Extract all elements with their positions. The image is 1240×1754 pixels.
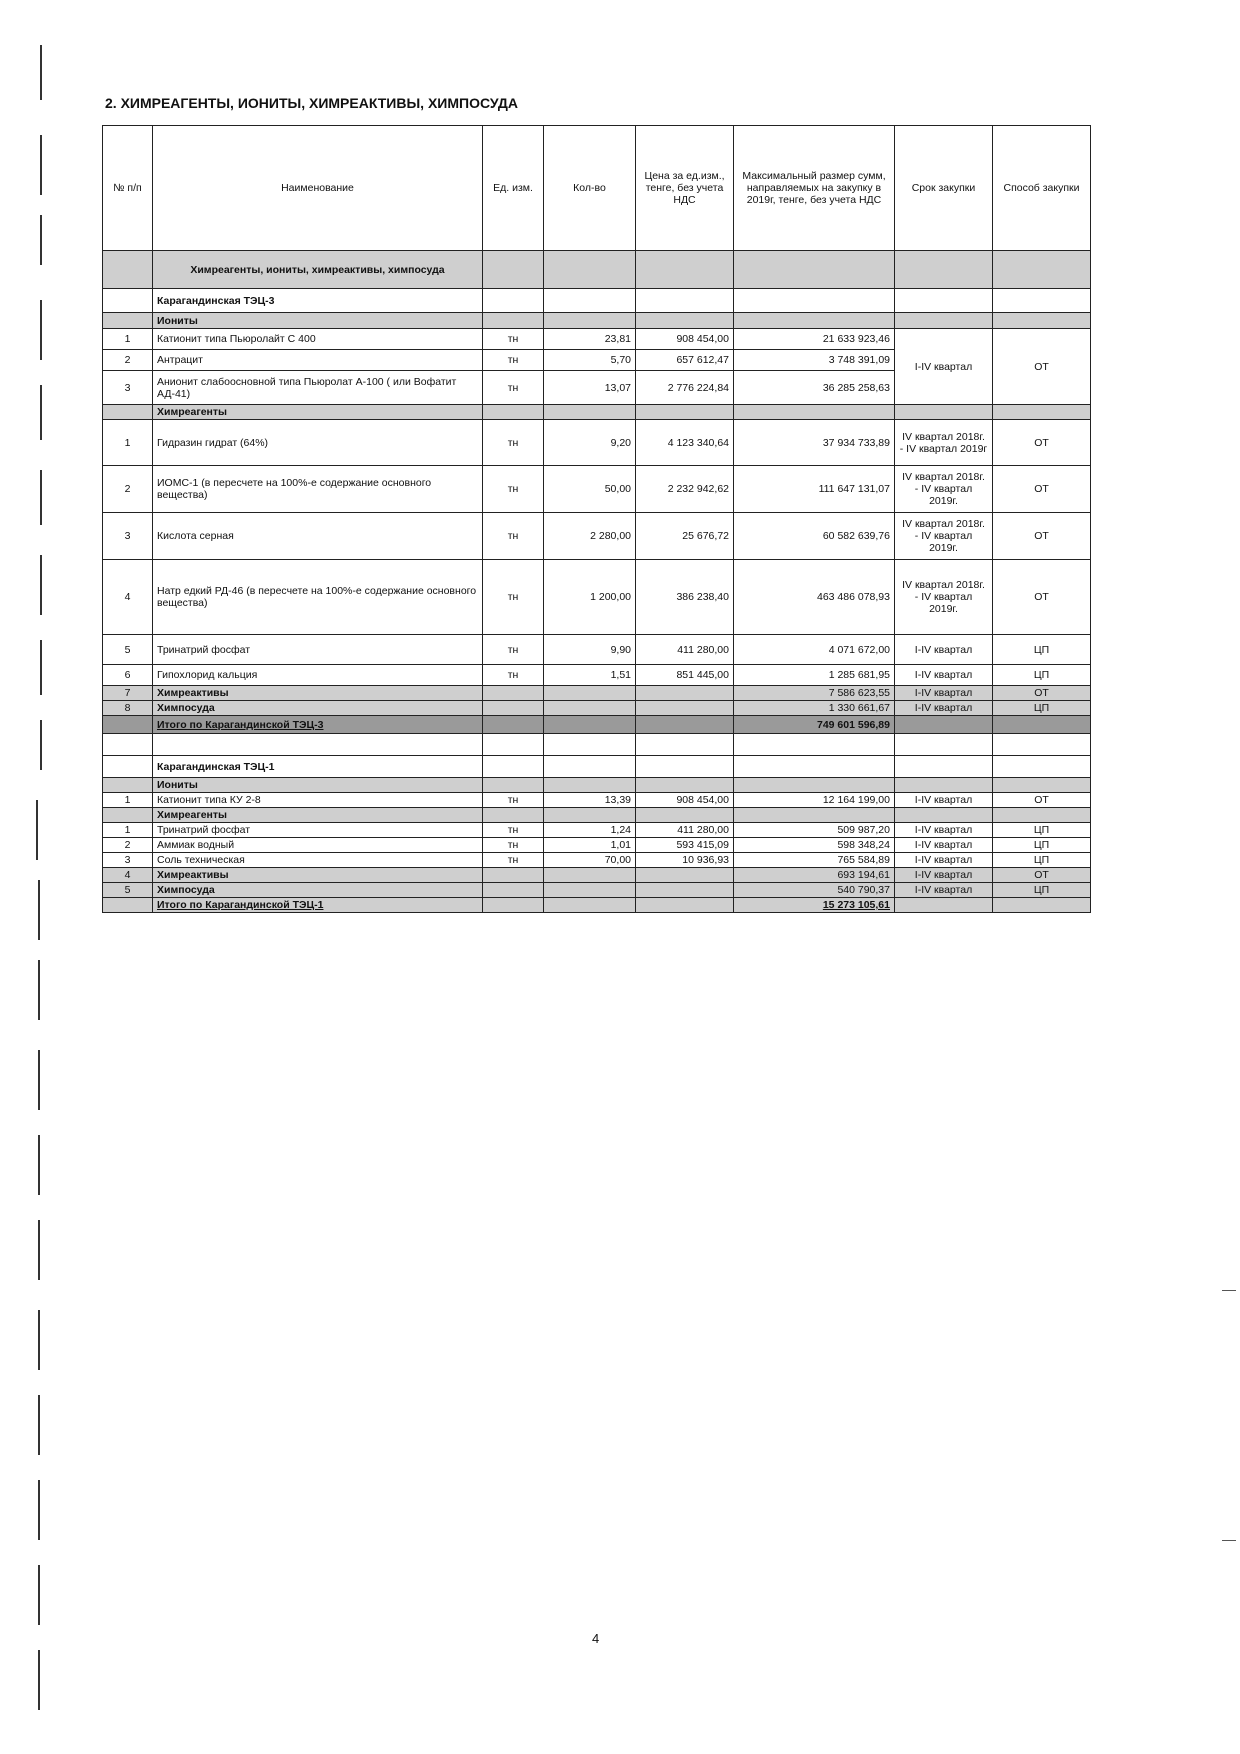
group-title-row — [103, 251, 1091, 289]
total-label-tec3: Итого по Карагандинской ТЭЦ-3 — [153, 716, 483, 734]
scan-margin-mark — [38, 1050, 40, 1110]
table-row: 1 Катионит типа Пьюролайт С 400 тн 23,81 908 454,00 21 633 923,46 I-IV квартал ОТ — [103, 329, 1091, 350]
table-row: 1 Катионит типа КУ 2-8 тн 13,39 908 454,00 12 164 199,00 I-IV квартал ОТ — [103, 793, 1091, 808]
table-row: 6 Гипохлорид кальция тн 1,51 851 445,00 1 285 681,95 I-IV квартал ЦП — [103, 665, 1091, 686]
table-row: 1 Тринатрий фосфат тн 1,24 411 280,00 509 987,20 I-IV квартал ЦП — [103, 823, 1091, 838]
ionity-method: ОТ — [993, 329, 1091, 405]
category-row: Химреагенты — [103, 405, 1091, 420]
header-name: Наименование — [153, 126, 483, 251]
scan-margin-mark — [40, 300, 42, 360]
scan-margin-mark — [38, 1395, 40, 1455]
scan-margin-mark — [38, 1135, 40, 1195]
table-row: 2 Антрацит тн 5,70 657 612,47 3 748 391,09 — [103, 350, 1091, 371]
scan-margin-mark — [40, 555, 42, 615]
header-qty: Кол-во — [544, 126, 636, 251]
section-tec3: Карагандинская ТЭЦ-3 — [153, 289, 483, 313]
table-row: 2 ИОМС-1 (в пересчете на 100%-е содержание основного вещества) тн 50,00 2 232 942,62 111 647 131,07 IV квартал 2018г. - IV квартал 2019г. ОТ — [103, 466, 1091, 513]
scan-margin-mark — [38, 1310, 40, 1370]
scan-margin-mark — [38, 1650, 40, 1710]
total-value-tec1: 15 273 105,61 — [734, 898, 895, 913]
scan-margin-mark — [40, 640, 42, 695]
scan-margin-mark — [36, 800, 38, 860]
scan-margin-mark — [40, 385, 42, 440]
header-term: Срок закупки — [895, 126, 993, 251]
scan-margin-mark — [38, 1565, 40, 1625]
section-tec1: Карагандинская ТЭЦ-1 — [153, 756, 483, 778]
header-num: № п/п — [103, 126, 153, 251]
procurement-table — [102, 125, 1091, 913]
table-row: 7 Химреактивы 7 586 623,55 I-IV квартал ОТ — [103, 686, 1091, 701]
scan-margin-mark — [40, 45, 42, 100]
total-value-tec3: 749 601 596,89 — [734, 716, 895, 734]
section-row — [103, 289, 1091, 313]
scan-margin-mark — [38, 880, 40, 940]
header-row — [103, 126, 1091, 251]
category-row: Химреагенты — [103, 808, 1091, 823]
total-row — [103, 716, 1091, 734]
header-price: Цена за ед.изм., тенге, без учета НДС — [636, 126, 734, 251]
spacer-row — [103, 734, 1091, 756]
category-row — [103, 313, 1091, 329]
scan-margin-mark — [40, 470, 42, 525]
scan-margin-mark — [1222, 1540, 1236, 1541]
header-unit: Ед. изм. — [483, 126, 544, 251]
scan-margin-mark — [1222, 1290, 1236, 1291]
table-row: 3 Кислота серная тн 2 280,00 25 676,72 60 582 639,76 IV квартал 2018г. - IV квартал 2019г. ОТ — [103, 513, 1091, 560]
table-row: 3 Соль техническая тн 70,00 10 936,93 765 584,89 I-IV квартал ЦП — [103, 853, 1091, 868]
page-number: 4 — [592, 1631, 600, 1646]
table-row: 1 Гидразин гидрат (64%) тн 9,20 4 123 340,64 37 934 733,89 IV квартал 2018г. - IV квартал 2019г ОТ — [103, 420, 1091, 466]
scan-margin-mark — [40, 720, 42, 770]
category-row: Иониты — [103, 778, 1091, 793]
table-row: 4 Химреактивы 693 194,61 I-IV квартал ОТ — [103, 868, 1091, 883]
table-row: 5 Тринатрий фосфат тн 9,90 411 280,00 4 071 672,00 I-IV квартал ЦП — [103, 635, 1091, 665]
table-row: 4 Натр едкий РД-46 (в пересчете на 100%-е содержание основного вещества) тн 1 200,00 386 238,40 463 486 078,93 IV квартал 2018г. - IV квартал 2019г. ОТ — [103, 560, 1091, 635]
scan-margin-mark — [38, 1220, 40, 1280]
scan-margin-mark — [38, 960, 40, 1020]
scan-margin-mark — [38, 1480, 40, 1540]
scan-margin-mark — [40, 135, 42, 195]
page-title: 2. ХИМРЕАГЕНТЫ, ИОНИТЫ, ХИМРЕАКТИВЫ, ХИМПОСУДА — [105, 95, 518, 111]
section-row — [103, 756, 1091, 778]
ionity-term: I-IV квартал — [895, 329, 993, 405]
scan-margin-mark — [40, 215, 42, 265]
table-row: 8 Химпосуда 1 330 661,67 I-IV квартал ЦП — [103, 701, 1091, 716]
table-row: 3 Анионит слабоосновной типа Пьюролат А-100 ( или Вофатит АД-41) тн 13,07 2 776 224,84 36 285 258,63 — [103, 371, 1091, 405]
table-row: 2 Аммиак водный тн 1,01 593 415,09 598 348,24 I-IV квартал ЦП — [103, 838, 1091, 853]
category-label: Иониты — [153, 313, 483, 329]
total-label-tec1: Итого по Карагандинской ТЭЦ-1 — [153, 898, 483, 913]
total-row — [103, 898, 1091, 913]
header-method: Способ закупки — [993, 126, 1091, 251]
group-title: Химреагенты, иониты, химреактивы, химпосуда — [153, 251, 483, 289]
header-max: Максимальный размер сумм, направляемых на закупку в 2019г, тенге, без учета НДС — [734, 126, 895, 251]
table-row: 5 Химпосуда 540 790,37 I-IV квартал ЦП — [103, 883, 1091, 898]
